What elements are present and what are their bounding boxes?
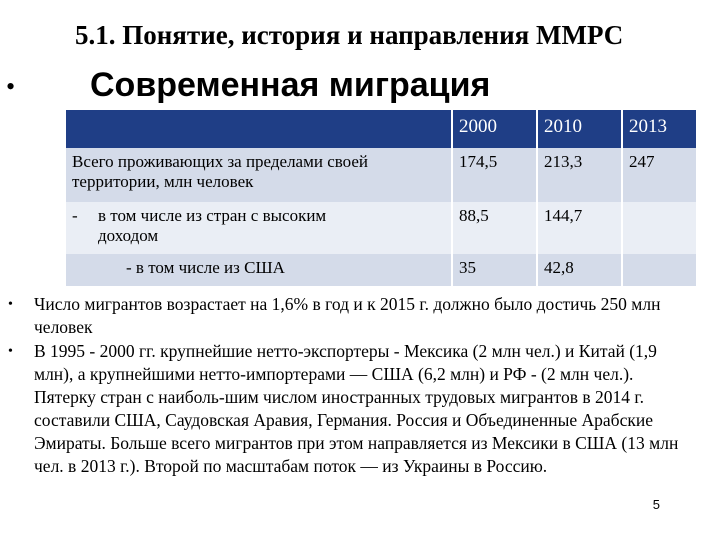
bullet-icon: •: [6, 72, 16, 101]
page-number: 5: [652, 497, 660, 512]
row-label-prefix: -: [72, 206, 82, 225]
cell-value: 88,5: [451, 202, 536, 254]
row-label-text: в том числе из стран с высоким доходом: [98, 206, 327, 245]
bullet-icon: •: [8, 344, 13, 359]
header-cell-label: [66, 110, 451, 148]
slide-subtitle: Современная миграция: [90, 66, 491, 104]
cell-value: [621, 254, 696, 286]
migration-table: [66, 110, 696, 286]
table-header-row: [66, 110, 696, 148]
bullet-text: В 1995 - 2000 гг. крупнейшие нетто-экспортеры - Мексика (2 млн чел.) и Китай (1,9 млн), а крупнейшими нетто-импортерами — США (6,2 млн) и РФ - (2 млн чел.). Пятерку стран с наиболь-шим числом иностранных трудовых мигрантов в 2014 г. составили США, Саудовская Аравия, Германия. Россия и Объединенные Арабские Эмираты. Больше всего мигрантов при этом направляется из Мексики в США (13 млн чел. в 2013 г.). Второй по масштабам поток — из Украины в Россию.: [34, 341, 679, 476]
cell-value: 42,8: [536, 254, 621, 286]
table-row: [66, 148, 696, 202]
bullet-list: [8, 293, 698, 479]
header-cell-2010: 2010: [536, 110, 621, 148]
cell-value: 174,5: [451, 148, 536, 202]
list-item: [8, 293, 698, 339]
cell-value: [621, 202, 696, 254]
cell-value: 247: [621, 148, 696, 202]
table-row: [66, 202, 696, 254]
row-label: - в том числе из США: [66, 254, 451, 286]
row-label: [66, 202, 451, 254]
cell-value: 35: [451, 254, 536, 286]
subtitle-row: [0, 66, 720, 106]
list-item: [8, 340, 698, 478]
bullet-text: Число мигрантов возрастает на 1,6% в год и к 2015 г. должно было достичь 250 млн человек: [34, 294, 661, 337]
row-label: Всего проживающих за пределами своей территории, млн человек: [66, 148, 451, 202]
header-cell-2013: 2013: [621, 110, 696, 148]
slide-heading: 5.1. Понятие, история и направления ММРС: [75, 20, 624, 50]
cell-value: 213,3: [536, 148, 621, 202]
table-row: [66, 254, 696, 286]
cell-value: 144,7: [536, 202, 621, 254]
header-cell-2000: 2000: [451, 110, 536, 148]
bullet-icon: •: [8, 297, 13, 312]
